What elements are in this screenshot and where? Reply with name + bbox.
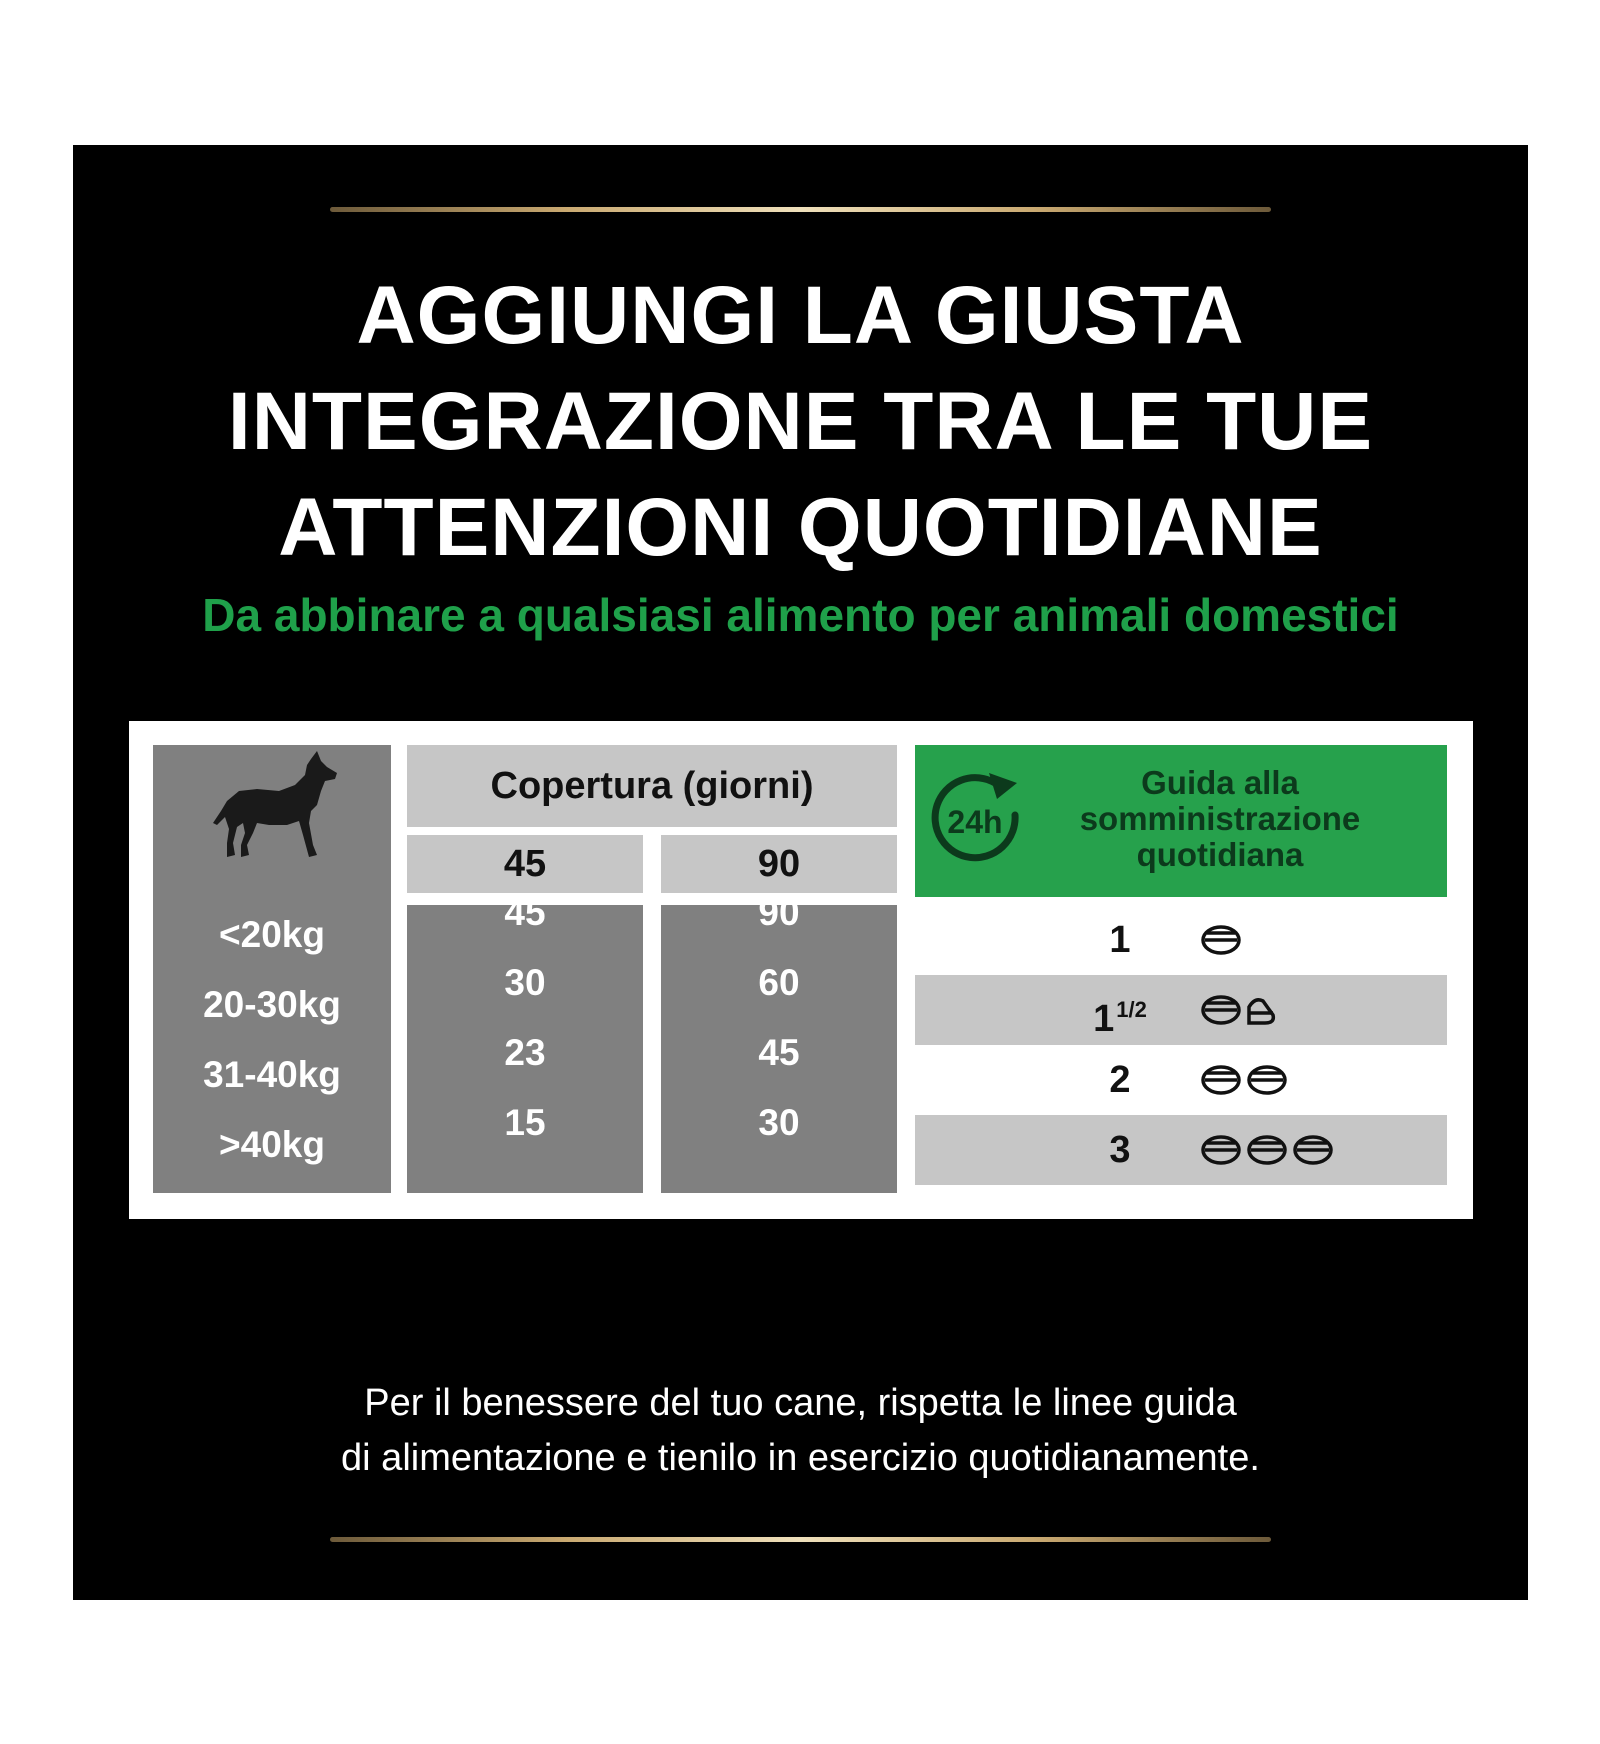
weight-label: >40kg: [219, 1124, 325, 1165]
tablet-icon: [1199, 1063, 1291, 1097]
guide-title-line-1: Guida alla: [1141, 764, 1299, 801]
tablet-icon: [1199, 923, 1249, 957]
guide-title: [1055, 765, 1385, 873]
coverage-value: 23: [504, 1032, 546, 1073]
headline-line-3: ATTENZIONI QUOTIDIANE: [278, 482, 1323, 573]
dose-whole: 3: [1109, 1129, 1131, 1171]
dose-fraction: 1/2: [1116, 997, 1147, 1022]
headline-line-2: INTEGRAZIONE TRA LE TUE: [227, 376, 1374, 467]
clock-label: 24h: [947, 804, 1003, 840]
coverage-45-column: [407, 892, 643, 1193]
dose-amount: [1085, 905, 1155, 975]
pack-45-header: 45: [407, 835, 643, 893]
headline-line-1: AGGIUNGI LA GIUSTA: [356, 270, 1245, 361]
coverage-value: 60: [758, 962, 800, 1003]
dose-whole: 1: [1093, 998, 1115, 1040]
dose-row: [915, 1045, 1447, 1115]
coverage-value: 45: [758, 1032, 800, 1073]
pack-90-header: 90: [661, 835, 897, 893]
infographic-panel: [73, 145, 1528, 1600]
dose-amount: [1085, 1045, 1155, 1115]
dose-whole: 1: [1109, 919, 1131, 961]
dog-icon: [213, 751, 341, 863]
dose-row: [915, 905, 1447, 975]
guide-title-line-3: quotidiana: [1136, 836, 1304, 873]
footer-line-1: Per il benessere del tuo cane, rispetta le linee guida: [364, 1382, 1237, 1424]
coverage-header: Copertura (giorni): [407, 745, 897, 827]
coverage-value: 15: [504, 1102, 546, 1143]
dose-row: [915, 975, 1447, 1045]
tablet-icon: [1199, 993, 1279, 1027]
24h-clock-icon: [927, 771, 1031, 871]
weight-label: 31-40kg: [203, 1054, 341, 1095]
subtitle: Da abbinare a qualsiasi alimento per animali domestici: [202, 589, 1399, 641]
footer-text: [73, 1376, 1528, 1486]
tablet-icon: [1199, 1133, 1337, 1167]
dose-row: [915, 1115, 1447, 1185]
gold-divider-top: [330, 207, 1271, 212]
footer-line-2: di alimentazione e tienilo in esercizio quotidianamente.: [341, 1437, 1260, 1479]
guide-title-line-2: somministrazione: [1079, 800, 1361, 837]
daily-guide-header: [915, 745, 1447, 897]
coverage-value: 30: [758, 1102, 800, 1143]
dose-amount: [1085, 1115, 1155, 1185]
coverage-value: 45: [504, 892, 546, 933]
coverage-value: 30: [504, 962, 546, 1003]
dose-amount: [1085, 975, 1155, 1045]
weight-label: <20kg: [219, 914, 325, 955]
coverage-value: 90: [758, 892, 800, 933]
gold-divider-bottom: [330, 1537, 1271, 1542]
weight-label: 20-30kg: [203, 984, 341, 1025]
dose-whole: 2: [1109, 1059, 1131, 1101]
dosage-table: [129, 721, 1473, 1219]
headline: [73, 263, 1528, 581]
weight-column: [153, 745, 391, 1193]
coverage-90-column: [661, 892, 897, 1193]
